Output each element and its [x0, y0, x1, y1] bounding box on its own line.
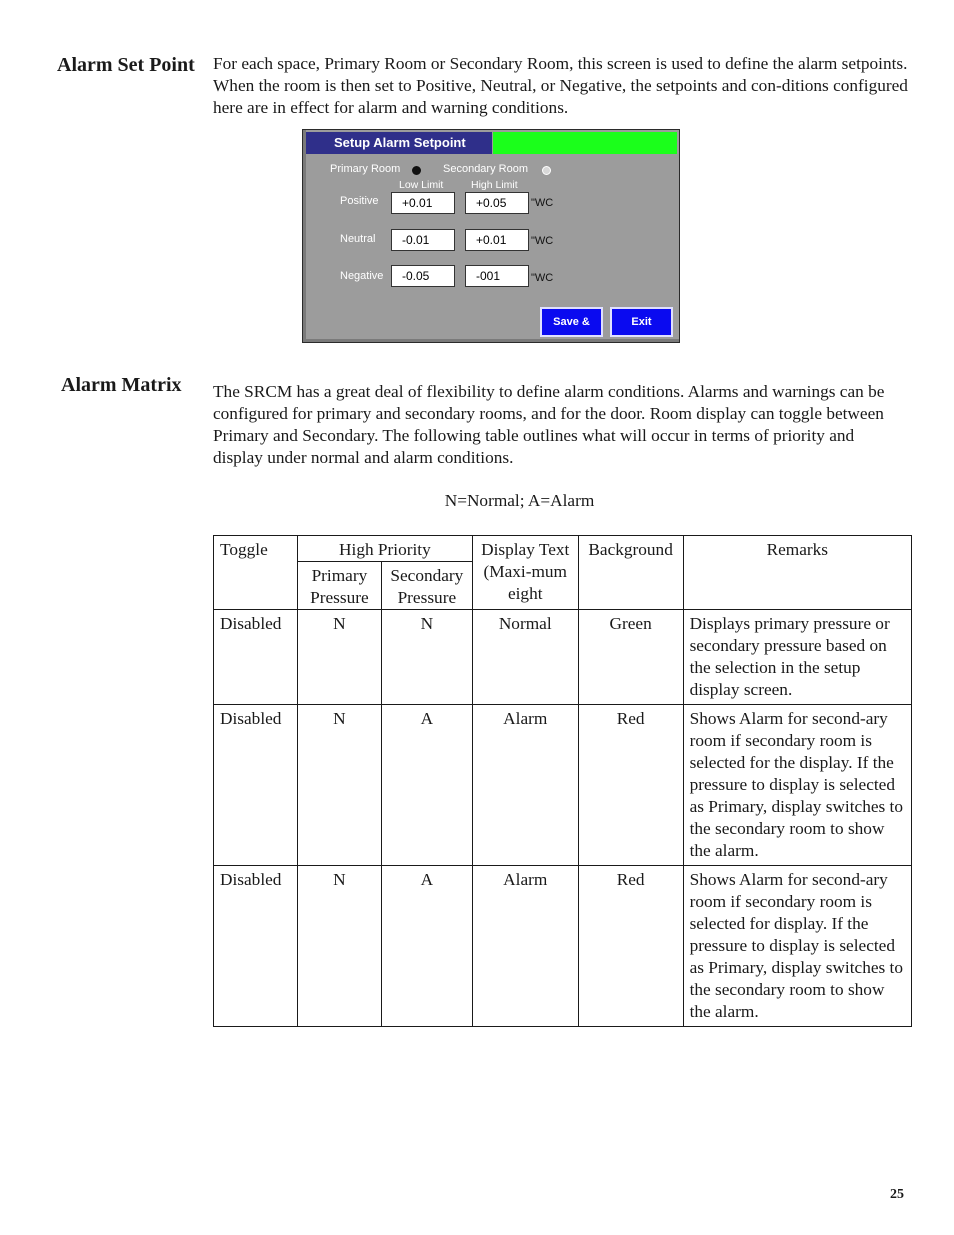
- cell-secondary: N: [381, 610, 472, 705]
- neutral-low-limit-field[interactable]: -0.01: [391, 229, 455, 251]
- table-row: [214, 705, 912, 866]
- page-number: 25: [890, 1187, 904, 1202]
- setup-alarm-setpoint-screen: [302, 129, 680, 354]
- cell-primary: N: [297, 705, 381, 866]
- alarm-matrix-paragraph: The SRCM has a great deal of flexibility to define alarm conditions. Alarms and warnings can be configured for primary and secondary rooms, and for the door. Room display can toggle between Primary and Secondary. The following table outlines what will occur in terms of priority and display under normal and alarm conditions.: [213, 382, 885, 467]
- secondary-room-label: Secondary Room: [443, 163, 528, 175]
- cell-background: Red: [578, 705, 683, 866]
- section-heading-alarm-set-point: Alarm Set Point: [57, 54, 195, 76]
- header-high-priority: High Priority: [297, 536, 472, 562]
- cell-display: Alarm: [472, 705, 578, 866]
- exit-button[interactable]: Exit: [610, 307, 673, 337]
- table-row: [214, 866, 912, 1027]
- low-limit-label: Low Limit: [399, 179, 444, 191]
- status-indicator: [493, 132, 677, 154]
- cell-toggle: Disabled: [214, 705, 298, 866]
- cell-remarks: Shows Alarm for second-ary room if secondary room is selected for the display. If the pressure to display is selected as Primary, display switches to the secondary room to show the alarm.: [683, 705, 911, 866]
- header-remarks: Remarks: [683, 536, 911, 610]
- neutral-high-limit-field[interactable]: +0.01: [465, 229, 529, 251]
- primary-room-radio[interactable]: [412, 166, 421, 175]
- cell-secondary: A: [381, 705, 472, 866]
- cell-remarks: Displays primary pressure or secondary pressure based on the selection in the setup display screen.: [683, 610, 911, 705]
- primary-room-label: Primary Room: [330, 163, 401, 175]
- header-secondary-pressure: Secondary Pressure: [381, 562, 472, 610]
- cell-toggle: Disabled: [214, 610, 298, 705]
- alarm-set-point-paragraph: For each space, Primary Room or Secondary Room, this screen is used to define the alarm setpoints. When the room is then set to Positive, Neutral, or Negative, the setpoints and con-ditions configured here are in effect for alarm and warning conditions.: [213, 54, 908, 117]
- cell-background: Red: [578, 866, 683, 1027]
- header-toggle: Toggle: [214, 536, 298, 610]
- header-display-text: Display Text (Maxi-mum eight: [472, 536, 578, 610]
- positive-high-limit-field[interactable]: +0.05: [465, 192, 529, 214]
- neutral-unit: "WC: [531, 235, 554, 247]
- section-heading-alarm-matrix: Alarm Matrix: [61, 374, 182, 396]
- header-background: Background: [578, 536, 683, 610]
- negative-high-limit-field[interactable]: -001: [465, 265, 529, 287]
- negative-low-limit-field[interactable]: -0.05: [391, 265, 455, 287]
- row-label-neutral: Neutral: [340, 233, 376, 245]
- save-exit-button[interactable]: Save & Exit: [540, 307, 603, 337]
- high-limit-label: High Limit: [471, 179, 518, 191]
- header-primary-pressure: Primary Pressure: [297, 562, 381, 610]
- legend-text: N=Normal; A=Alarm: [444, 491, 595, 510]
- alarm-matrix-table: [213, 535, 912, 1027]
- cell-primary: N: [297, 866, 381, 1027]
- cell-display: Alarm: [472, 866, 578, 1027]
- positive-low-limit-field[interactable]: +0.01: [391, 192, 455, 214]
- negative-unit: "WC: [531, 272, 554, 284]
- cell-secondary: A: [381, 866, 472, 1027]
- positive-unit: "WC: [531, 197, 554, 209]
- cell-toggle: Disabled: [214, 866, 298, 1027]
- table-row: [214, 610, 912, 705]
- row-label-negative: Negative: [340, 270, 384, 282]
- screen-title: Setup Alarm Setpoint: [306, 132, 492, 154]
- cell-display: Normal: [472, 610, 578, 705]
- cell-primary: N: [297, 610, 381, 705]
- row-label-positive: Positive: [340, 195, 379, 207]
- cell-remarks: Shows Alarm for second-ary room if secondary room is selected for display. If the pressure to display is selected as Primary, display switches to the secondary room to show the alarm.: [683, 866, 911, 1027]
- cell-background: Green: [578, 610, 683, 705]
- secondary-room-radio[interactable]: [542, 166, 551, 175]
